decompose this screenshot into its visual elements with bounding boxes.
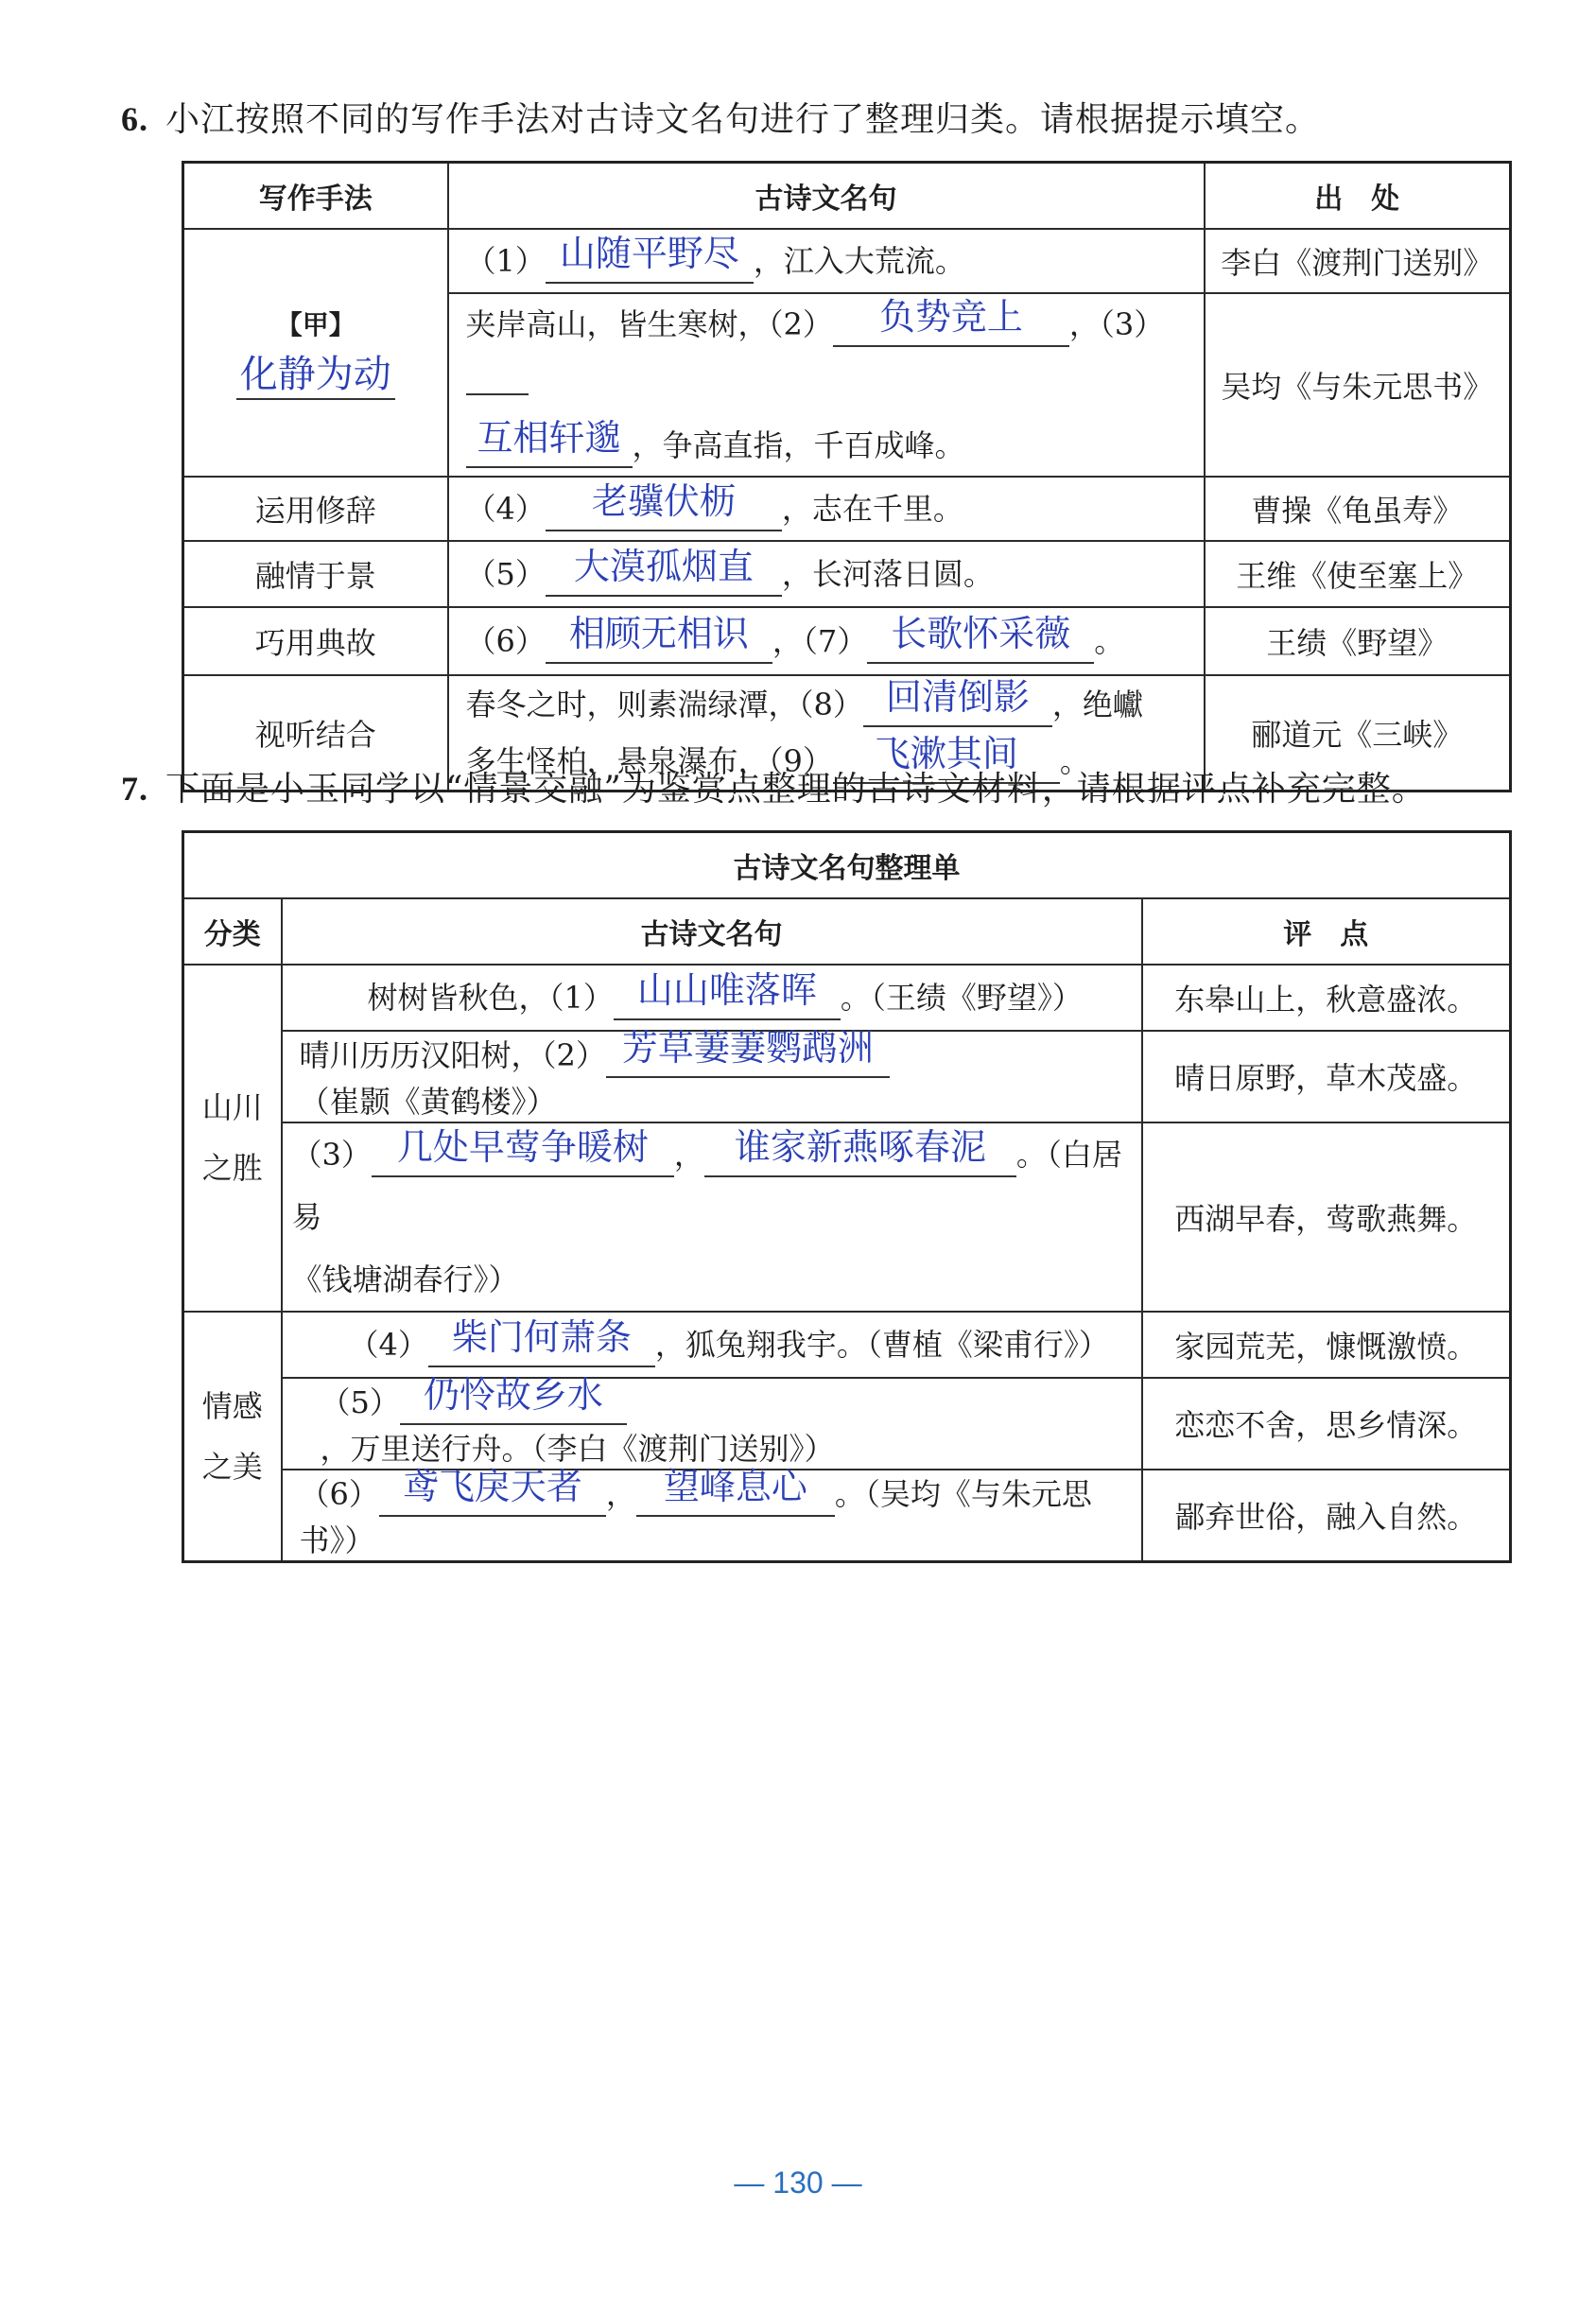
page-number: — 130 — [734,2166,862,2200]
poem-organizer-table [182,830,1512,1563]
comment-2: 晴日原野，草木茂盛。 [1142,1031,1511,1122]
quote-6: （6） 鸢飞戾天者 ， 望峰息心 。（吴均《与朱元思书》） [282,1470,1142,1562]
answer-4[interactable]: 柴门何萧条 [451,1316,632,1358]
jia-label: 【甲】 [275,309,356,340]
question-prompt: 下面是小玉同学以“情景交融”为鉴赏点整理的古诗文材料，请根据评点补充完整。 [165,770,1427,809]
answer-5[interactable]: 仍怜故乡水 [423,1373,603,1416]
comment-5: 恋恋不舍，思乡情深。 [1142,1378,1511,1470]
technique-emotion-scenery: 融情于景 [183,541,448,607]
technique-allusion: 巧用典故 [183,607,448,675]
header-quote: 古诗文名句 [282,898,1142,965]
answer-1[interactable]: 山随平野尽 [559,233,739,274]
answer-6[interactable]: 相顾无相识 [568,613,749,654]
answer-1[interactable]: 山山唯落晖 [636,969,817,1011]
category-emotion: 情感 之美 [183,1312,282,1562]
technique-rhetoric: 运用修辞 [183,477,448,541]
header-comment: 评 点 [1142,898,1511,965]
comment-3: 西湖早春，莺歌燕舞。 [1142,1122,1511,1312]
comment-6: 鄙弃世俗，融入自然。 [1142,1470,1511,1562]
quote-4: （4） 老骥伏枥 ，志在千里。 [448,477,1205,541]
quote-8-9: 春冬之时，则素湍绿潭，（8） 回清倒影 ，绝巘 多生怪柏，悬泉瀑布，（9） 飞漱其间 。 [448,675,1205,792]
answer-2[interactable]: 负势竞上 [878,295,1023,338]
answer-2[interactable]: 芳草萋萋鹦鹉洲 [621,1026,874,1069]
quote-1: 树树皆秋色，（1） 山山唯落晖 。（王绩《野望》） [282,965,1142,1031]
answer-3[interactable]: 互相轩邈 [477,416,621,459]
header-source: 出 处 [1205,163,1511,229]
category-landscape: 山川 之胜 [183,965,282,1312]
answer-7[interactable]: 长歌怀采薇 [891,613,1071,654]
technique-jia-cell [183,229,448,477]
quote-5: （5） 大漠孤烟直 ，长河落日圆。 [448,541,1205,607]
jia-answer[interactable]: 化静为动 [239,353,391,396]
answer-9[interactable]: 飞漱其间 [874,732,1018,774]
question-prompt: 小江按照不同的写作手法对古诗文名句进行了整理归类。请根据提示填空。 [165,100,1321,139]
answer-6b[interactable]: 望峰息心 [663,1465,807,1507]
source-6: 王绩《野望》 [1205,607,1511,675]
answer-6a[interactable]: 鸢飞戾天者 [402,1465,582,1507]
table-title: 古诗文名句整理单 [183,832,1511,898]
question-7-title [121,762,1427,810]
quote-2: 晴川历历汉阳树，（2） 芳草萋萋鹦鹉洲（崔颢《黄鹤楼》） [282,1031,1142,1122]
header-technique: 写作手法 [183,163,448,229]
quote-3: （3） 几处早莺争暖树 ， 谁家新燕啄春泥 。（白居易 《钱塘湖春行》） [282,1122,1142,1312]
question-number: 7. [121,770,148,808]
quote-1: （1） 山随平野尽 ，江入大荒流。 [448,229,1205,293]
quote-6-7: （6） 相顾无相识 ，（7） 长歌怀采薇 。 [448,607,1205,675]
answer-4[interactable]: 老骥伏枥 [591,480,736,522]
source-1: 李白《渡荆门送别》 [1205,229,1511,293]
quote-5: （5） 仍怜故乡水，万里送行舟。（李白《渡荆门送别》） [282,1378,1142,1470]
technique-audio-visual: 视听结合 [183,675,448,792]
answer-5[interactable]: 大漠孤烟直 [573,546,754,587]
comment-4: 家园荒芜，慷慨激愤。 [1142,1312,1511,1378]
header-category: 分类 [183,898,282,965]
question-6-title [121,93,1320,141]
answer-3a[interactable]: 几处早莺争暖树 [396,1125,649,1168]
header-quote: 古诗文名句 [448,163,1205,229]
quote-4: （4） 柴门何萧条 ，狐兔翔我宇。（曹植《梁甫行》） [282,1312,1142,1378]
source-2: 吴均《与朱元思书》 [1205,293,1511,477]
source-8: 郦道元《三峡》 [1205,675,1511,792]
quote-2-3: 夹岸高山，皆生寒树，（2） 负势竞上 ，（3） 互相轩邈 ，争高直指，千百成峰。 [448,293,1205,477]
source-5: 王维《使至塞上》 [1205,541,1511,607]
writing-technique-table [182,161,1512,792]
comment-1: 东皋山上，秋意盛浓。 [1142,965,1511,1031]
question-number: 6. [121,100,148,138]
answer-3b[interactable]: 谁家新燕啄春泥 [734,1125,986,1168]
answer-8[interactable]: 回清倒影 [885,675,1030,718]
source-4: 曹操《龟虽寿》 [1205,477,1511,541]
